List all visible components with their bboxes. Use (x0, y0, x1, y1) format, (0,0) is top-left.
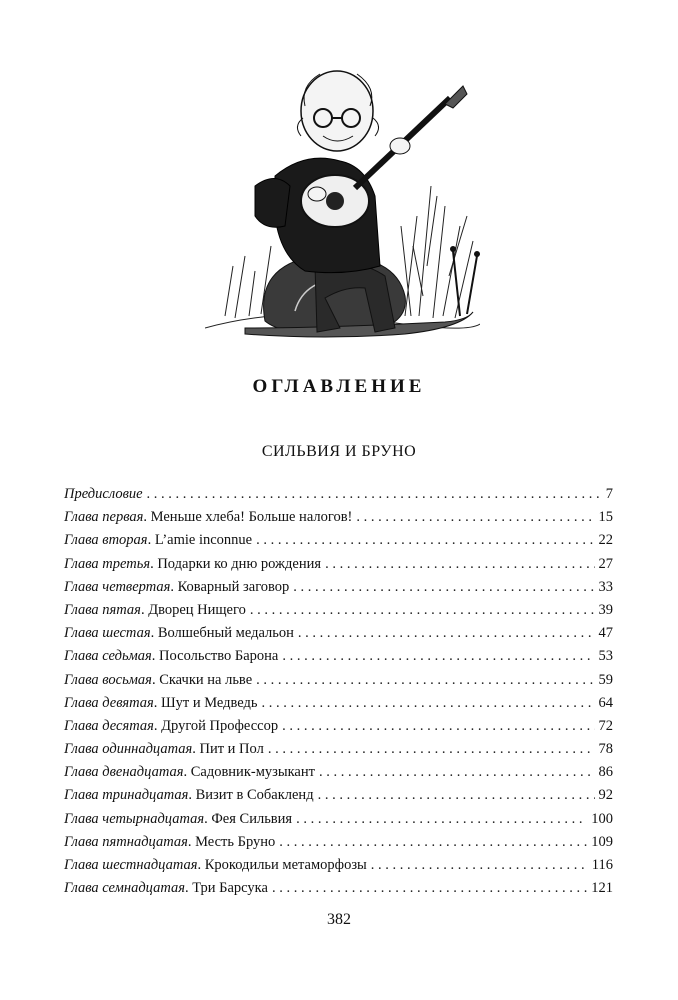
toc-entry (64, 715, 613, 738)
toc-entry (64, 692, 613, 715)
toc-entry-title (64, 761, 315, 784)
toc-entry-page: 116 (591, 857, 613, 873)
leader-dots (318, 784, 595, 807)
toc-entry (64, 761, 613, 784)
toc-separator: . (143, 509, 151, 526)
toc-entry-label: Глава вторая (64, 532, 148, 549)
toc-entry-page: 39 (598, 601, 613, 618)
toc-entry (64, 669, 613, 692)
toc-entry-title (64, 576, 289, 599)
toc-entry-text: Коварный заговор (177, 578, 290, 595)
section-title: СИЛЬВИЯ И БРУНО (261, 443, 417, 460)
old-man-playing-mandolin-on-snail-icon (205, 66, 480, 348)
toc-entry-label: Глава пятнадцатая (64, 833, 188, 850)
toc-entry (64, 483, 613, 506)
toc-entry-text: Пит и Пол (199, 741, 264, 758)
toc-entry-text: Крокодильи метаморфозы (204, 857, 367, 873)
toc-entry-label: Предисловие (64, 486, 143, 502)
toc-separator: . (153, 694, 161, 711)
toc-entry-text: Три Барсука (192, 880, 268, 897)
toc-entry-text: Садовник-музыкант (190, 764, 315, 781)
leader-dots (296, 808, 587, 831)
page-title: ОГЛАВЛЕНИЕ (252, 376, 426, 397)
toc-entry-title (64, 506, 352, 529)
toc-entry-title (64, 553, 321, 576)
toc-entry-page: 72 (598, 717, 613, 734)
leader-dots (298, 622, 595, 645)
toc-entry-label: Глава третья (64, 555, 151, 572)
leader-dots (325, 553, 594, 576)
toc-entry-text: Месть Бруно (195, 833, 276, 850)
toc-entry-label: Глава тринадцатая (64, 787, 189, 804)
toc-entry-label: Глава четвертая (64, 578, 171, 595)
toc-entry-page: 78 (598, 741, 613, 758)
toc-entry-page: 92 (598, 787, 613, 804)
toc-separator: . (204, 810, 212, 827)
leader-dots (282, 645, 594, 668)
toc-entry (64, 784, 613, 807)
toc-entry-text: Другой Профессор (161, 717, 279, 734)
table-of-contents (64, 483, 613, 900)
leader-dots (371, 854, 588, 877)
toc-entry (64, 553, 613, 576)
leader-dots (147, 483, 602, 506)
page-number: 382 (327, 911, 351, 928)
toc-entry (64, 808, 613, 831)
toc-entry-label: Глава пятая (64, 601, 141, 618)
toc-separator: . (153, 717, 162, 734)
toc-entry (64, 599, 613, 622)
toc-separator: . (197, 857, 205, 873)
toc-entry-label: Глава шестнадцатая (64, 857, 198, 873)
toc-entry-page: 53 (598, 648, 613, 665)
toc-separator: . (151, 648, 160, 665)
toc-entry-text: Скачки на льве (159, 671, 253, 688)
toc-entry-text: L’amie inconnue (154, 532, 253, 549)
toc-entry-label: Глава шестая (64, 625, 151, 642)
toc-entry-title (64, 738, 264, 761)
toc-entry (64, 645, 613, 668)
toc-separator: . (140, 601, 149, 618)
leader-dots (279, 831, 587, 854)
leader-dots (256, 529, 594, 552)
toc-entry-title (64, 483, 143, 506)
leader-dots (262, 692, 595, 715)
toc-entry-title (64, 808, 292, 831)
toc-entry (64, 738, 613, 761)
toc-separator: . (150, 625, 158, 642)
toc-entry-label: Глава девятая (64, 694, 154, 711)
toc-entry-text: Подарки ко дню рождения (157, 555, 322, 572)
toc-entry-label: Глава седьмая (64, 648, 152, 665)
toc-entry-page: 109 (591, 833, 613, 850)
toc-entry (64, 622, 613, 645)
toc-entry-label: Глава одиннадцатая (64, 741, 193, 758)
toc-entry-label: Глава четырнадцатая (64, 810, 205, 827)
toc-entry-label: Глава восьмая (64, 671, 152, 688)
toc-entry-title (64, 529, 252, 552)
toc-entry-title (64, 599, 246, 622)
toc-entry-page: 59 (598, 671, 613, 688)
leader-dots (250, 599, 595, 622)
toc-entry-title (64, 645, 278, 668)
toc-entry (64, 854, 613, 877)
toc-entry (64, 529, 613, 552)
toc-entry (64, 877, 613, 900)
toc-entry (64, 506, 613, 529)
toc-entry-label: Глава десятая (64, 717, 154, 734)
toc-separator: . (183, 764, 191, 781)
toc-entry-page: 64 (598, 694, 613, 711)
toc-entry-page: 100 (591, 810, 613, 827)
toc-entry-page: 7 (605, 486, 613, 502)
toc-entry-text: Шут и Медведь (160, 694, 258, 711)
toc-separator: . (184, 880, 193, 897)
toc-separator: . (150, 555, 158, 572)
toc-entry-text: Визит в Собакленд (195, 787, 314, 804)
toc-entry-page: 22 (598, 532, 613, 549)
toc-entry-page: 121 (591, 880, 613, 897)
toc-entry-label: Глава первая (64, 509, 144, 526)
toc-entry-title (64, 854, 367, 877)
toc-separator: . (188, 787, 196, 804)
toc-entry-title (64, 622, 294, 645)
toc-entry-title (64, 715, 278, 738)
toc-separator: . (151, 671, 160, 688)
toc-entry-title (64, 877, 268, 900)
leader-dots (356, 506, 594, 529)
toc-entry-text: Дворец Нищего (148, 601, 246, 618)
toc-separator: . (170, 578, 178, 595)
leader-dots (268, 738, 595, 761)
toc-entry-label: Глава семнадцатая (64, 880, 185, 897)
leader-dots (282, 715, 594, 738)
toc-entry-title (64, 784, 314, 807)
toc-entry-title (64, 831, 275, 854)
toc-entry-label: Глава двенадцатая (64, 764, 184, 781)
toc-entry (64, 831, 613, 854)
toc-separator: . (187, 833, 196, 850)
toc-entry-text: Меньше хлеба! Больше налогов! (150, 509, 353, 526)
toc-entry-text: Волшебный медальон (157, 625, 294, 642)
toc-entry-page: 15 (598, 509, 613, 526)
toc-separator: . (192, 741, 200, 758)
toc-entry-title (64, 669, 252, 692)
toc-entry-title (64, 692, 258, 715)
leader-dots (293, 576, 594, 599)
toc-entry-page: 27 (598, 555, 613, 572)
leader-dots (272, 877, 587, 900)
leader-dots (256, 669, 594, 692)
toc-entry-text: Посольство Барона (159, 648, 279, 665)
toc-entry-page: 47 (598, 625, 613, 642)
toc-entry-page: 86 (598, 764, 613, 781)
leader-dots (319, 761, 595, 784)
toc-separator: . (147, 532, 155, 549)
toc-entry-text: Фея Сильвия (211, 810, 293, 827)
toc-entry-page: 33 (598, 578, 613, 595)
toc-entry (64, 576, 613, 599)
